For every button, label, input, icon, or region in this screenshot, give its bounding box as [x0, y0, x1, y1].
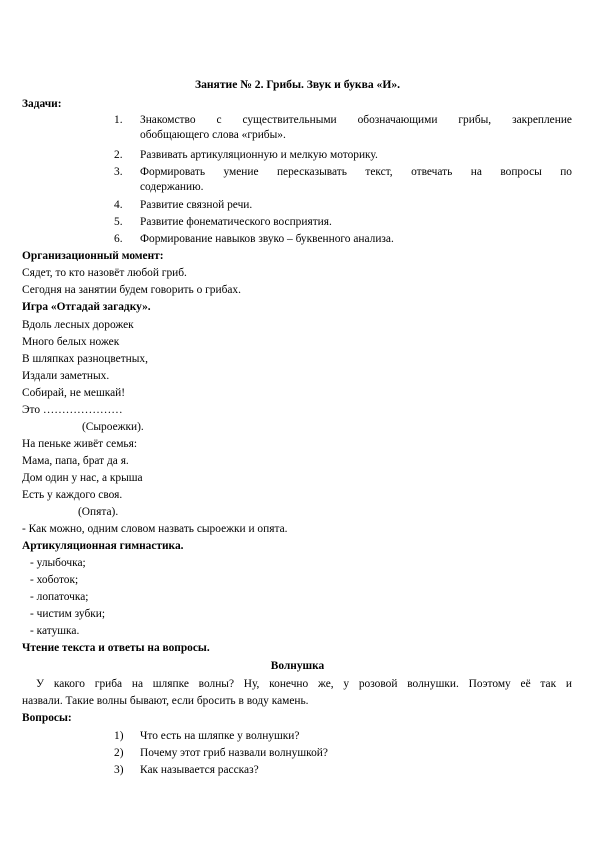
org-line-2: Сегодня на занятии будем говорить о грибах.: [22, 284, 241, 296]
reading-heading: Чтение текста и ответы на вопросы.: [22, 642, 210, 654]
question-number: 3): [114, 764, 124, 776]
question-text: Как называется рассказ?: [140, 764, 259, 776]
story-title: Волнушка: [270, 660, 325, 672]
artic-heading: Артикуляционная гимнастика.: [22, 540, 184, 552]
artic-item: - хоботок;: [30, 574, 79, 586]
task-text: Формирование навыков звуко – буквенного анализа.: [140, 233, 394, 245]
task-number: 1.: [114, 114, 123, 126]
riddle2-line: Есть у каждого своя.: [22, 489, 123, 501]
tasks-heading: Задачи:: [22, 98, 62, 110]
artic-item: - чистим зубки;: [30, 608, 106, 620]
game-heading: Игра «Отгадай загадку».: [22, 301, 151, 313]
question-number: 1): [114, 730, 124, 742]
riddle1-answer: (Сыроежки).: [82, 421, 144, 433]
artic-item: - лопаточка;: [30, 591, 89, 603]
org-line-1: Сядет, то кто назовёт любой гриб.: [22, 267, 187, 279]
task-text-cont: обобщающего слова «грибы».: [140, 129, 286, 141]
game-question: - Как можно, одним словом назвать сыроежки и опята.: [22, 523, 288, 535]
riddle1-line: Вдоль лесных дорожек: [22, 319, 134, 331]
task-number: 5.: [114, 216, 123, 228]
task-number: 2.: [114, 149, 123, 161]
artic-item: - улыбочка;: [30, 557, 86, 569]
task-number: 3.: [114, 166, 123, 178]
task-text-cont: содержанию.: [140, 181, 204, 193]
riddle1-line: Издали заметных.: [22, 370, 110, 382]
story-text-line-2: назвали. Такие волны бывают, если бросить в воду камень.: [22, 695, 309, 707]
question-text: Что есть на шляпке у волнушки?: [140, 730, 300, 742]
task-text: Формировать умение пересказывать текст, отвечать на вопросы по: [140, 166, 572, 178]
riddle2-line: Мама, папа, брат да я.: [22, 455, 129, 467]
riddle1-line: Много белых ножек: [22, 336, 120, 348]
question-text: Почему этот гриб назвали волнушкой?: [140, 747, 328, 759]
riddle1-line: В шляпках разноцветных,: [22, 353, 148, 365]
lesson-title: Занятие № 2. Грибы. Звук и буква «И».: [194, 78, 401, 91]
task-number: 4.: [114, 199, 123, 211]
org-heading: Организационный момент:: [22, 250, 164, 262]
artic-item: - катушка.: [30, 625, 80, 637]
task-text: Развитие связной речи.: [140, 199, 253, 211]
questions-heading: Вопросы:: [22, 712, 72, 724]
riddle2-answer: (Опята).: [78, 506, 119, 518]
story-text-line-1: У какого гриба на шляпке волны? Ну, конечно же, у розовой волнушки. Поэтому её так и: [36, 678, 572, 690]
task-number: 6.: [114, 233, 123, 245]
task-text: Развивать артикуляционную и мелкую моторику.: [140, 149, 378, 161]
riddle2-line: Дом один у нас, а крыша: [22, 472, 143, 484]
question-number: 2): [114, 747, 124, 759]
riddle1-line: Собирай, не мешкай!: [22, 387, 126, 399]
task-text: Знакомство с существительными обозначающими грибы, закрепление: [140, 114, 572, 126]
riddle1-line: Это …………………: [22, 404, 123, 416]
riddle2-line: На пеньке живёт семья:: [22, 438, 138, 450]
task-text: Развитие фонематического восприятия.: [140, 216, 332, 228]
